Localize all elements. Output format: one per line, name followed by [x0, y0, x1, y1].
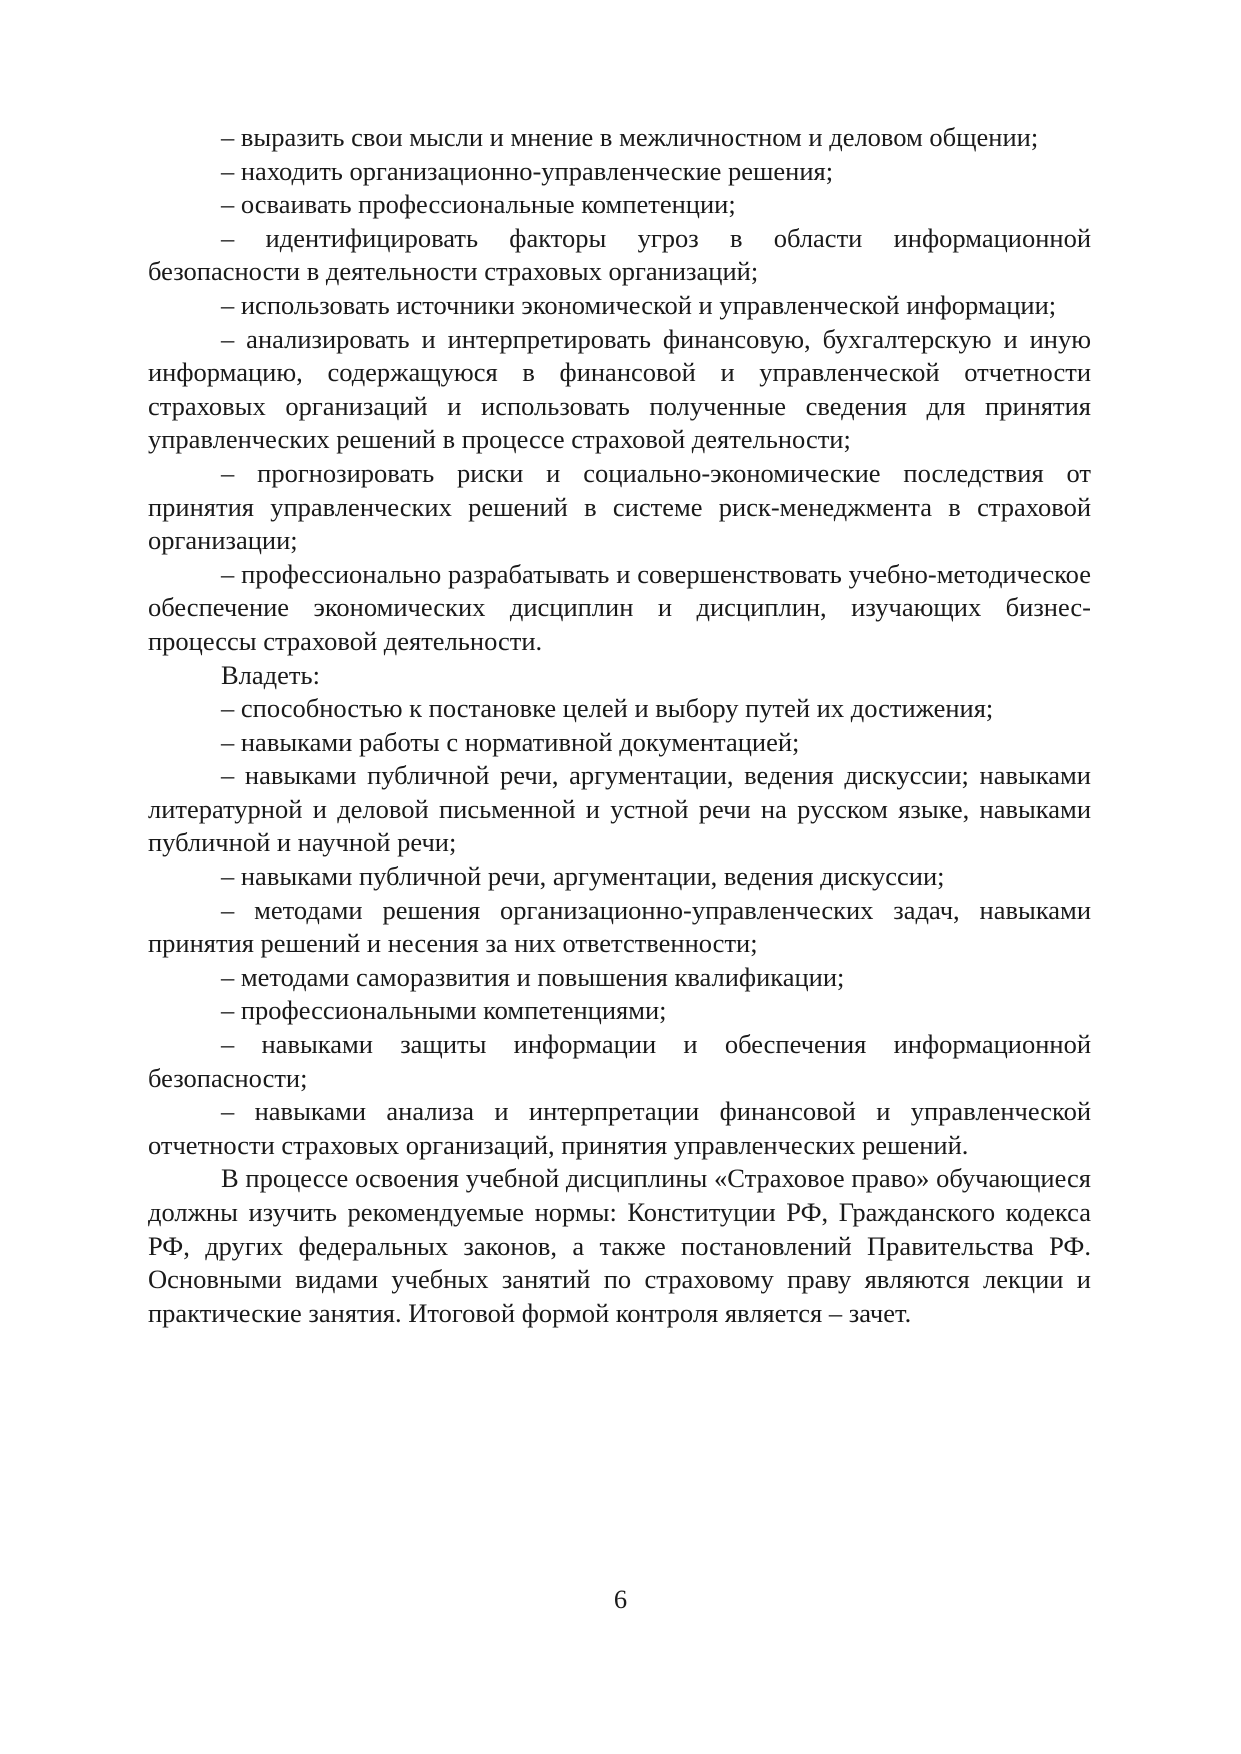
possess-item: – способностью к постановке целей и выбору путей их достижения; [221, 693, 994, 724]
skill-item: – идентифицировать факторы угроз в области информационной безопасности в деятельности страховых организаций; [148, 222, 1091, 287]
possess-item: – методами саморазвития и повышения квалификации; [221, 961, 845, 992]
possess-item: – навыками публичной речи, аргументации, ведения дискуссии; навыками литературной и деловой письменной и устной речи на русском языке, навыками публичной и научной речи; [148, 760, 1091, 858]
possess-item: – навыками анализа и интерпретации финансовой и управленческой отчетности страховых организаций, принятия управленческих решений. [148, 1096, 1091, 1160]
skill-item: – использовать источники экономической и управленческой информации; [221, 289, 1057, 320]
skill-item: – анализировать и интерпретировать финансовую, бухгалтерскую и иную информацию, содержащуюся в финансовой и управленческой отчетности страховых организаций и использовать полученные сведения для принятия управленческих решений в процессе страховой деятельности; [148, 323, 1091, 455]
page-body [148, 121, 1091, 1330]
page-number: 6 [613, 1584, 628, 1614]
skill-item: – выразить свои мысли и мнение в межличностном и деловом общении; [221, 122, 1039, 152]
closing-paragraph: В процессе освоения учебной дисциплины «Страховое право» обучающиеся должны изучить рекомендуемые нормы: Конституции РФ, Гражданского кодекса РФ, других федеральных законов, а также постановлений Правительства РФ. Основными видами учебных занятий по страховому праву являются лекции и практические занятия. Итоговой формой контроля является – зачет. [148, 1163, 1091, 1328]
possess-item: – навыками работы с нормативной документацией; [221, 726, 800, 757]
possess-item: – навыками публичной речи, аргументации, ведения дискуссии; [221, 861, 945, 892]
possess-item: – навыками защиты информации и обеспечения информационной безопасности; [148, 1029, 1091, 1093]
possess-item: – методами решения организационно-управленческих задач, навыками принятия решений и несения за них ответственности; [148, 894, 1091, 959]
skill-item: – осваивать профессиональные компетенции; [221, 189, 736, 220]
skill-item: – находить организационно-управленческие решения; [221, 155, 834, 186]
skill-item: – прогнозировать риски и социально-экономические последствия от принятия управленческих решений в системе риск-менеджмента в страховой организации; [148, 457, 1091, 556]
possess-heading: Владеть: [221, 659, 320, 690]
possess-item: – профессиональными компетенциями; [221, 995, 667, 1026]
skill-item: – профессионально разрабатывать и совершенствовать учебно-методическое обеспечение экономических дисциплин и дисциплин, изучающих бизнес-процессы страховой деятельности. [148, 558, 1091, 656]
